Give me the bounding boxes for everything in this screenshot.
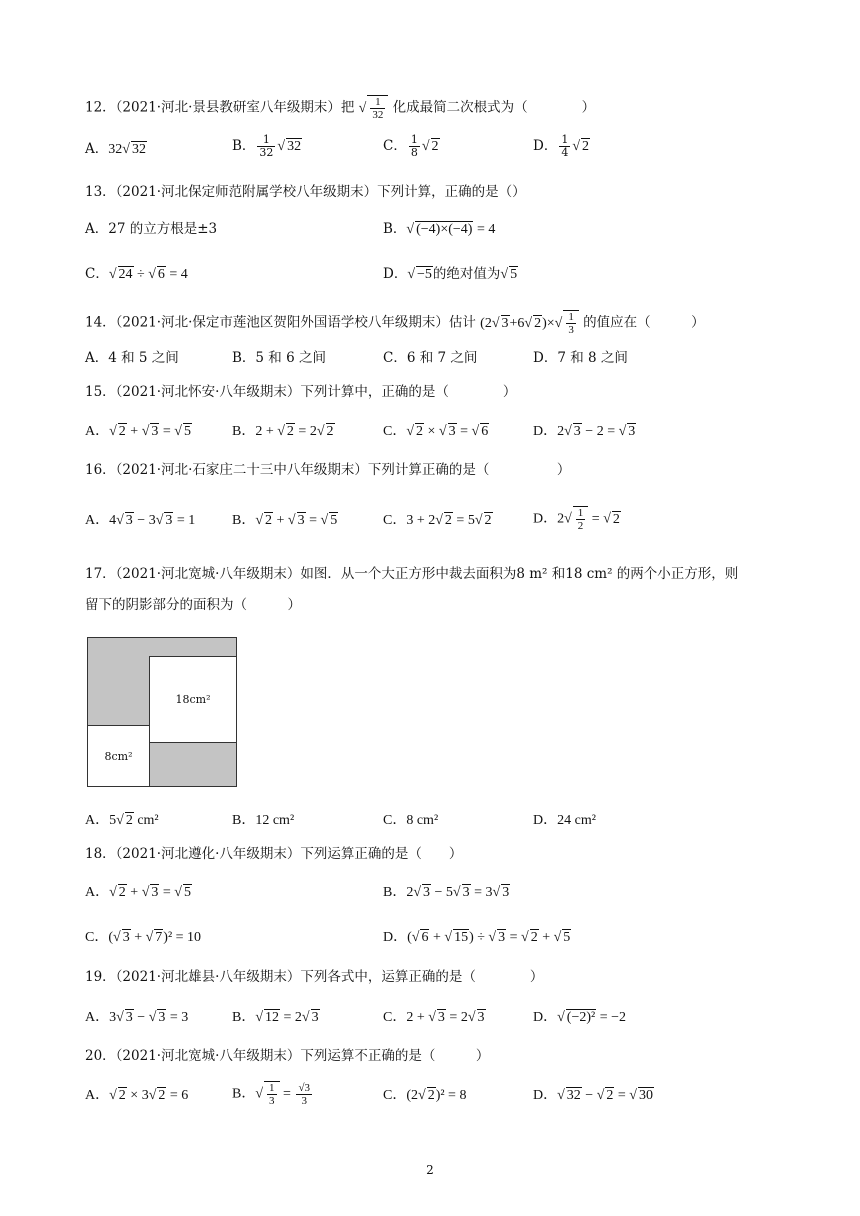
option-d[interactable]: D．7 和 8 之间 [533, 350, 628, 366]
option-a[interactable]: A．4 和 5 之间 [85, 350, 179, 366]
option-c[interactable]: C．(2√ 2)² = 8 [383, 1088, 467, 1103]
option-d[interactable]: D． $\frac{1}{4}$ √ 2 [533, 133, 590, 159]
option-c[interactable]: C．(√ 3 + √ 7)² = 10 [85, 930, 202, 945]
option-b[interactable]: B．√ 12 = 2√ 3 [232, 1010, 319, 1025]
squares-figure [87, 637, 237, 787]
option-b[interactable]: B．2√ 3 − 5√ 3 = 3√ 3 [383, 885, 510, 900]
q12-radical: √ $\frac{1}{32}$ [359, 101, 389, 116]
option-b[interactable]: B．2 + √ 2 = 2√ 2 [232, 424, 334, 439]
option-a[interactable]: A．5√ 2 cm² [85, 813, 159, 828]
option-c[interactable]: C．√ 24 ÷ √ 6 = 4 [85, 266, 188, 282]
option-d[interactable]: D．(√ 6 + √ 15) ÷ √ 3 = √ 2 + √ 5 [383, 930, 571, 945]
option-c[interactable]: C．8 cm² [383, 813, 439, 828]
big-square: 18cm² [149, 656, 237, 743]
option-b[interactable]: B．√ (−4)×(−4) = 4 [383, 221, 496, 237]
question-14-stem: 14．（2021·河北·保定市莲池区贺阳外国语学校八年级期末）估计 (2√ 3+6√ 2)×√ $\frac{1}{3}$ 的值应在（ ） [85, 311, 705, 336]
option-d[interactable]: D．√ −5的绝对值为√ 5 [383, 266, 518, 282]
option-d[interactable]: D．√ (−2)² = −2 [533, 1010, 627, 1025]
option-c[interactable]: C．6 和 7 之间 [383, 350, 478, 366]
question-15-stem: 15．（2021·河北怀安·八年级期末）下列计算中，正确的是（ ） [85, 384, 517, 400]
option-a[interactable]: A．27 的立方根是±3 [85, 221, 218, 237]
q14-expression: (2√ 3+6√ 2)×√ $\frac{1}{3}$ [480, 316, 579, 331]
option-c[interactable]: C．2 + √ 3 = 2√ 3 [383, 1010, 485, 1025]
question-12-stem: 12．（2021·河北·景县教研室八年级期末）把 √ $\frac{1}{32}$ 化成最简二次根式为（ ） [85, 96, 596, 121]
option-b[interactable]: B．√ $\frac{1}{3}$ = $\frac{√3}{3}$ [232, 1082, 310, 1107]
option-a[interactable]: A．√ 2 × 3√ 2 = 6 [85, 1088, 189, 1103]
question-20-stem: 20．（2021·河北宽城·八年级期末）下列运算不正确的是（ ） [85, 1048, 490, 1064]
option-a[interactable]: A．3√ 3 − √ 3 = 3 [85, 1010, 189, 1025]
small-square: 8cm² [87, 725, 150, 787]
option-b[interactable]: B． $\frac{1}{32}$ √ 32 [232, 133, 302, 159]
option-c[interactable]: C． $\frac{1}{8}$ √ 2 [383, 133, 439, 159]
page-number: 2 [426, 1163, 434, 1177]
question-19-stem: 19．（2021·河北雄县·八年级期末）下列各式中，运算正确的是（ ） [85, 969, 544, 985]
option-b[interactable]: B．12 cm² [232, 813, 295, 828]
option-a[interactable]: A．4√ 3 − 3√ 3 = 1 [85, 513, 196, 528]
question-17-stem-line2: 留下的阴影部分的面积为（ ） [85, 597, 301, 613]
question-18-stem: 18．（2021·河北遵化·八年级期末）下列运算正确的是（ ） [85, 846, 463, 862]
option-d[interactable]: D．2√ $\frac{1}{2}$ = √ 2 [533, 507, 620, 532]
option-c[interactable]: C．3 + 2√ 2 = 5√ 2 [383, 513, 492, 528]
option-d[interactable]: D．√ 32 − √ 2 = √ 30 [533, 1088, 653, 1103]
option-c[interactable]: C．√ 2 × √ 3 = √ 6 [383, 424, 489, 439]
option-d[interactable]: D．2√ 3 − 2 = √ 3 [533, 424, 636, 439]
question-13-stem: 13．（2021·河北保定师范附属学校八年级期末）下列计算，正确的是（） [85, 184, 526, 200]
question-16-stem: 16．（2021·河北·石家庄二十三中八年级期末）下列计算正确的是（ ） [85, 462, 571, 478]
question-17-stem: 17．（2021·河北宽城·八年级期末）如图．从一个大正方形中裁去面积为8 m² 和18 cm² 的两个小正方形，则 [85, 566, 739, 582]
option-a[interactable]: A．√ 2 + √ 3 = √ 5 [85, 424, 191, 439]
option-b[interactable]: B．5 和 6 之间 [232, 350, 326, 366]
option-a[interactable]: A．32√ 32 [85, 141, 146, 157]
option-b[interactable]: B．√ 2 + √ 3 = √ 5 [232, 513, 338, 528]
option-a[interactable]: A．√ 2 + √ 3 = √ 5 [85, 885, 191, 900]
option-d[interactable]: D．24 cm² [533, 813, 596, 828]
